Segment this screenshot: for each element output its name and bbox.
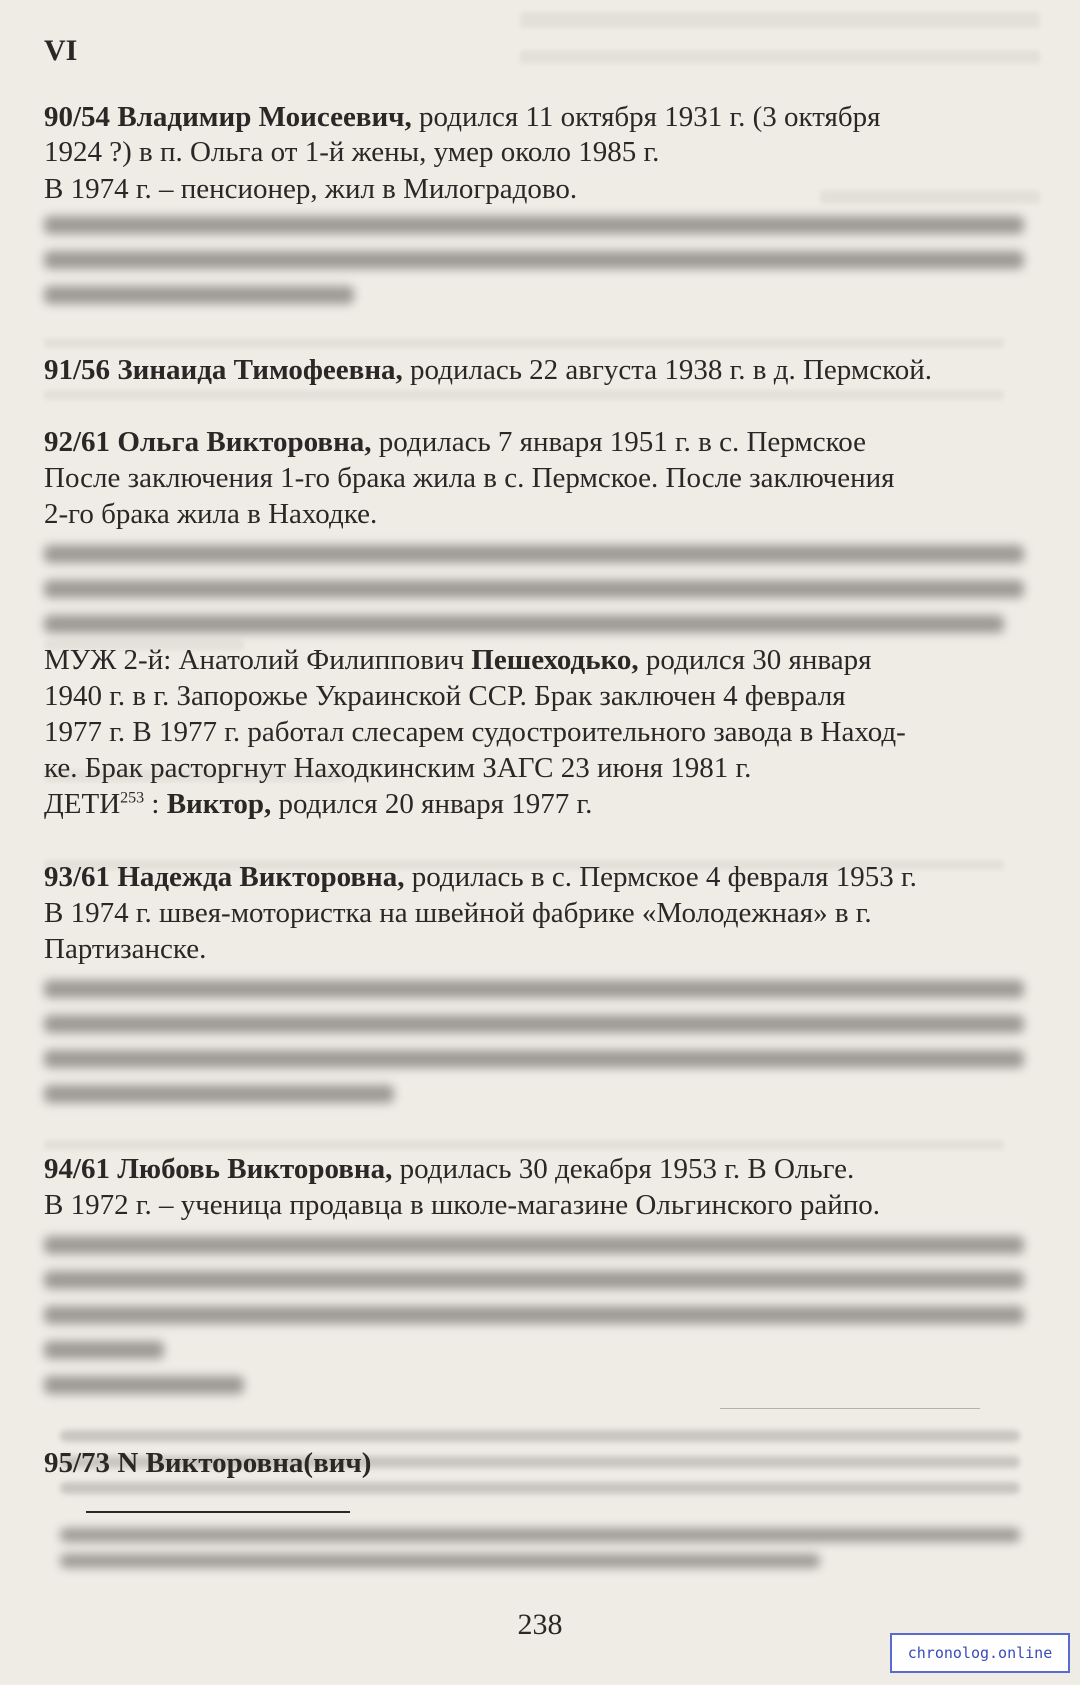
entry-94-name: Любовь Викторовна, — [117, 1153, 393, 1185]
entry-92-children-sep: : — [144, 788, 167, 820]
entry-92-line-3: 2-го брака жила в Находке. — [44, 498, 378, 530]
entry-94-id: 94/61 — [44, 1153, 111, 1185]
bleed-rule — [720, 1408, 980, 1409]
entry-92-husband-line-2: 1940 г. в г. Запорожье Украинской ССР. Брак заключен 4 февраля — [44, 680, 846, 712]
entry-92-husband-prefix: МУЖ 2-й: Анатолий Филиппович — [44, 644, 472, 676]
entry-90-name: Владимир Моисеевич, — [117, 101, 412, 133]
entry-92-husband-line-1 — [44, 643, 1024, 678]
entry-92-line-1 — [44, 425, 1024, 460]
entry-95-name: N Викторовна(вич) — [117, 1447, 372, 1479]
entry-92-children-label: ДЕТИ — [44, 788, 121, 820]
entry-94-line-1 — [44, 1152, 1024, 1187]
entry-95-line-1 — [44, 1446, 1024, 1481]
entry-92-husband-rest: родился 30 января — [638, 644, 872, 676]
entry-92-husband-line-4: ке. Брак расторгнут Находкинским ЗАГС 23 июня 1981 г. — [44, 752, 752, 784]
entry-93-id: 93/61 — [44, 861, 111, 893]
redacted-block-1 — [44, 216, 1024, 321]
entry-92-text-1: родилась 7 января 1951 г. в с. Пермское — [371, 426, 866, 458]
entry-92-name: Ольга Викторовна, — [117, 426, 372, 458]
entry-93-line-3: Партизанске. — [44, 933, 207, 965]
entry-91-id: 91/56 — [44, 354, 111, 386]
entry-92-id: 92/61 — [44, 426, 111, 458]
entry-94-line-2: В 1972 г. – ученица продавца в школе-магазине Ольгинского райпо. — [44, 1189, 881, 1221]
entry-90-id: 90/54 — [44, 101, 111, 133]
entry-92-line-2: После заключения 1-го брака жила в с. Пермское. После заключения — [44, 462, 895, 494]
entry-93-name: Надежда Викторовна, — [117, 861, 405, 893]
redacted-footnote — [60, 1528, 1020, 1580]
entry-93-line-1 — [44, 860, 1024, 895]
entry-90-text-1: родился 11 октября 1931 г. (3 октября — [411, 101, 881, 133]
entry-90-line-2: 1924 ?) в п. Ольга от 1-й жены, умер около 1985 г. — [44, 136, 660, 168]
entry-92-husband-line-3: 1977 г. В 1977 г. работал слесарем судостроительного завода в Наход- — [44, 716, 906, 748]
entry-91-line-1 — [44, 353, 1024, 388]
entry-91-text-1: родилась 22 августа 1938 г. в д. Пермской. — [402, 354, 932, 386]
footnote-separator — [86, 1511, 350, 1513]
redacted-block-3 — [44, 980, 1024, 1120]
redacted-block-2 — [44, 545, 1024, 650]
entry-92-child-name: Виктор, — [166, 788, 272, 820]
entry-95-id: 95/73 — [44, 1447, 111, 1479]
redacted-block-4 — [44, 1236, 1024, 1411]
entry-91-name: Зинаида Тимофеевна, — [117, 354, 403, 386]
section-heading: VI — [44, 34, 78, 67]
entry-92-husband-surname: Пешеходько, — [471, 644, 639, 676]
page-number: 238 — [517, 1608, 563, 1641]
entry-93-line-2: В 1974 г. швея-мотористка на швейной фабрике «Молодежная» в г. — [44, 897, 872, 929]
entry-90-line-1 — [44, 100, 1024, 135]
entry-93-text-1: родилась в с. Пермское 4 февраля 1953 г. — [404, 861, 917, 893]
entry-92-child-rest: родился 20 января 1977 г. — [271, 788, 593, 820]
footnote-ref-253: 253 — [120, 789, 145, 807]
entry-94-text-1: родилась 30 декабря 1953 г. В Ольге. — [392, 1153, 855, 1185]
entry-90-line-3: В 1974 г. – пенсионер, жил в Милоградово. — [44, 173, 578, 205]
entry-92-children-line — [44, 787, 1024, 822]
watermark-label: chronolog.online — [890, 1633, 1070, 1673]
